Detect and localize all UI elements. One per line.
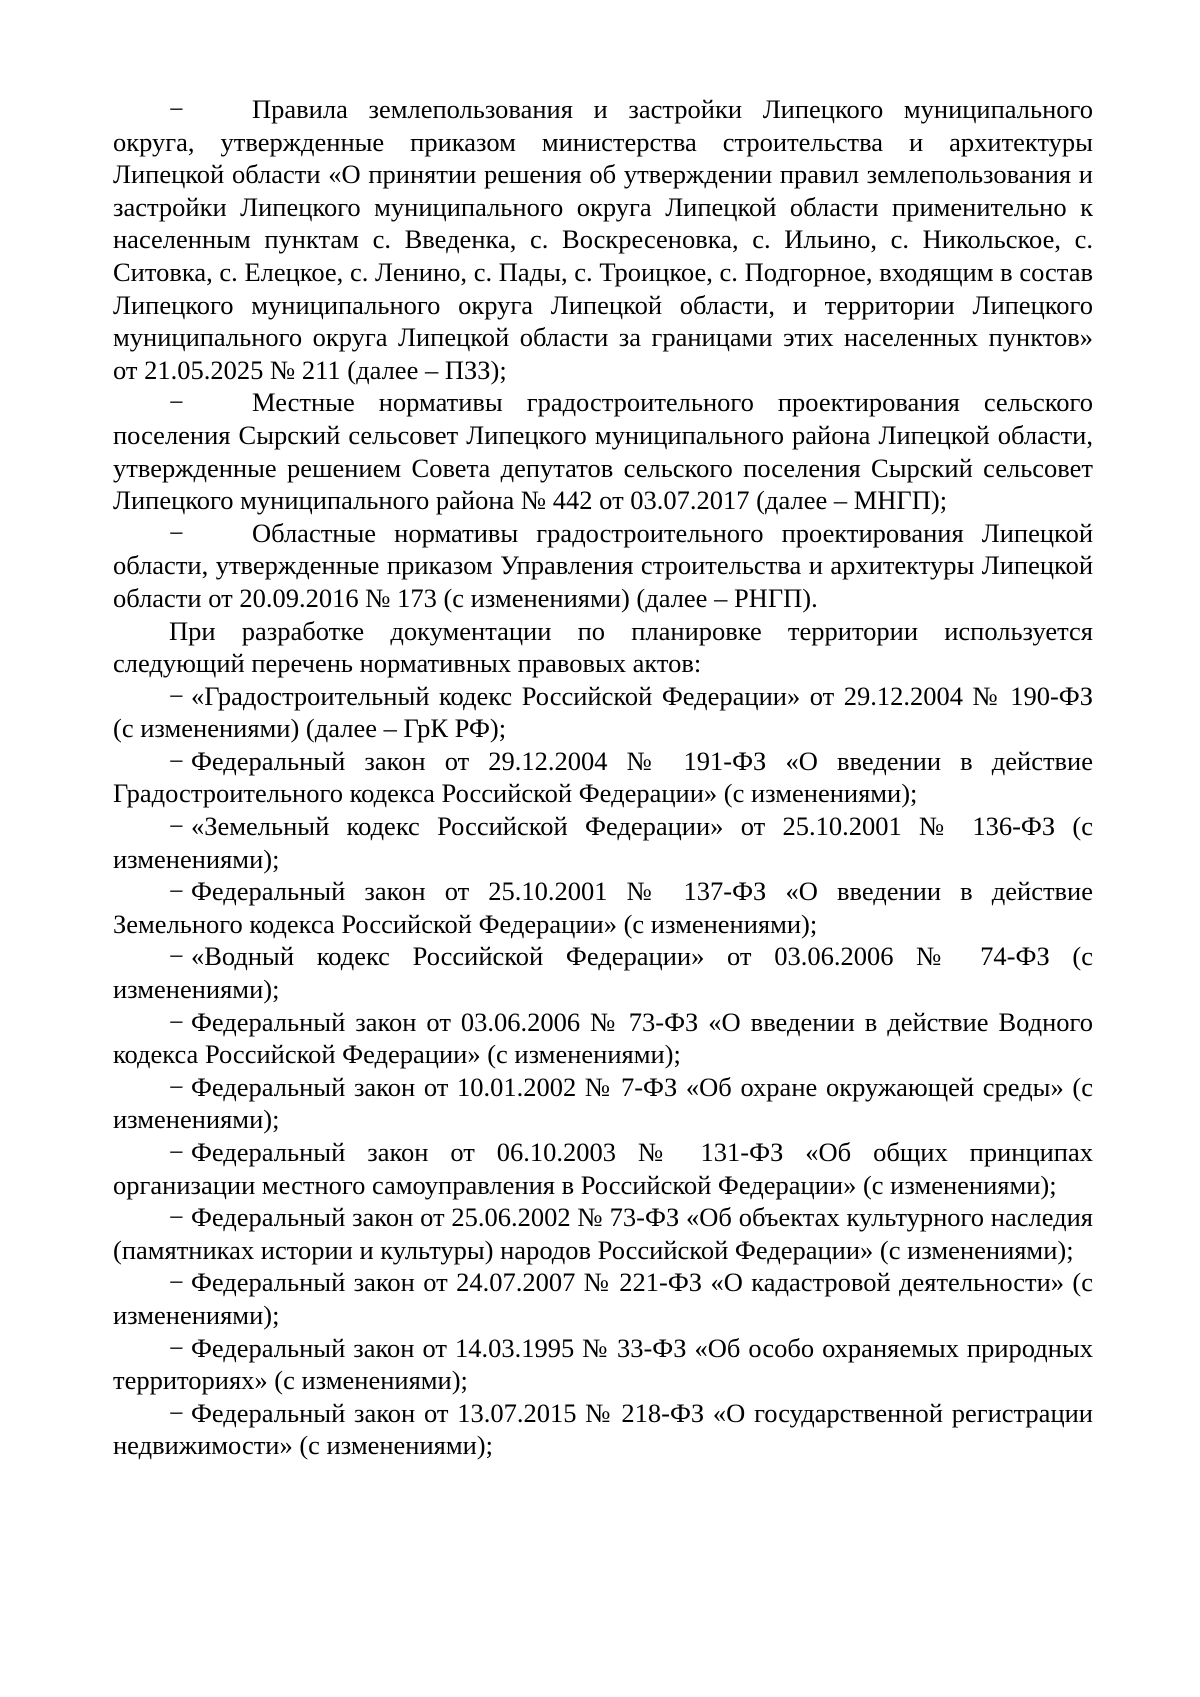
paragraph-rngp [113,517,1093,615]
list-dash: − [169,517,184,548]
list-item-text: Федеральный закон от 10.01.2002 № 7-ФЗ «Об охране окружающей среды» (с изменениями); [113,1071,1093,1135]
list-dash: − [169,680,184,711]
list-item-text: Федеральный закон от 03.06.2006 № 73-ФЗ «О введении в действие Водного кодекса Российской Федерации» (с изменениями); [113,1006,1093,1070]
list-item-text: Федеральный закон от 25.10.2001 № 137-ФЗ «О введении в действие Земельного кодекса Российской Федерации» (с изменениями); [113,876,1093,939]
list-item [113,810,1093,875]
list-item [113,875,1093,940]
paragraph-text: Местные нормативы градостроительного проектирования сельского поселения Сырский сельсовет Липецкого муниципального района Липецкой области, утвержденные решением Совета депутатов сельского поселения Сырский сельсовет Липецкого муниципального района № 442 от 03.07.2017 (далее – МНГП); [113,387,1093,516]
list-item [113,1266,1093,1331]
list-dash: − [169,387,184,418]
list-dash: − [169,811,184,842]
list-dash: − [169,745,184,776]
list-item-text: Федеральный закон от 25.06.2002 № 73-ФЗ «Об объектах культурного наследия (памятниках истории и культуры) народов Российской Федерации» (с изменениями); [113,1202,1093,1265]
list-item-text: Федеральный закон от 29.12.2004 № 191-ФЗ «О введении в действие Градостроительного кодекса Российской Федерации» (с изменениями); [113,745,1093,809]
list-item [113,1397,1093,1462]
paragraph-intro [113,615,1093,680]
list-dash: − [169,1071,184,1102]
list-item [113,745,1093,810]
paragraph-mngp [113,386,1093,516]
paragraph-text: При разработке документации по планировке территории используется следующий перечень нормативных правовых актов: [113,615,1093,679]
list-item-text: Федеральный закон от 06.10.2003 № 131-ФЗ «Об общих принципах организации местного самоуправления в Российской Федерации» (с изменениями); [113,1137,1093,1200]
list-item [113,1071,1093,1136]
list-item [113,1201,1093,1266]
list-item-text: Федеральный закон от 13.07.2015 № 218-ФЗ «О государственной регистрации недвижимости» (с изменениями); [113,1397,1093,1461]
paragraph-text: Правила землепользования и застройки Липецкого муниципального округа, утвержденные приказом министерства строительства и архитектуры Липецкой области «О принятии решения об утверждении правил землепользования и застройки Липецкого муниципального округа Липецкой области применительно к населенным пунктам с. Введенка, с. Воскресеновка, с. Ильино, с. Никольское, с. Ситовка, с. Елецкое, с. Ленино, с. Пады, с. Троицкое, с. Подгорное, входящим в состав Липецкого муниципального округа Липецкой области, и территории Липецкого муниципального округа Липецкой области за границами этих населенных пунктов» от 21.05.2025 № 211 (далее – ПЗЗ); [113,94,1093,385]
list-dash: − [169,1006,184,1037]
list-item-text: Федеральный закон от 24.07.2007 № 221-ФЗ «О кадастровой деятельности» (с изменениями); [113,1267,1093,1330]
list-item [113,1136,1093,1201]
list-item [113,1332,1093,1397]
list-item-text: «Градостроительный кодекс Российской Федерации» от 29.12.2004 № 190-ФЗ (с изменениями) (далее – ГрК РФ); [113,680,1093,744]
list-dash: − [169,1397,184,1428]
list-dash: − [169,1137,184,1167]
list-item-text: Федеральный закон от 14.03.1995 № 33-ФЗ «Об особо охраняемых природных территориях» (с изменениями); [113,1332,1093,1396]
list-item-text: «Водный кодекс Российской Федерации» от 03.06.2006 № 74-ФЗ (с изменениями); [113,941,1093,1005]
list-dash: − [169,94,184,124]
paragraph-pzz [113,93,1093,386]
paragraph-text: Областные нормативы градостроительного проектирования Липецкой области, утвержденные приказом Управления строительства и архитектуры Липецкой области от 20.09.2016 № 173 (с изменениями) (далее – РНГП). [113,517,1093,613]
list-item-text: «Земельный кодекс Российской Федерации» от 25.10.2001 № 136-ФЗ (с изменениями); [113,811,1093,874]
list-dash: − [169,1332,184,1363]
list-item [113,940,1093,1005]
list-item [113,1006,1093,1071]
list-dash: − [169,876,184,907]
list-dash: − [169,1267,184,1298]
document-page [113,93,1093,1462]
list-dash: − [169,941,184,972]
list-item [113,680,1093,745]
list-dash: − [169,1202,184,1233]
